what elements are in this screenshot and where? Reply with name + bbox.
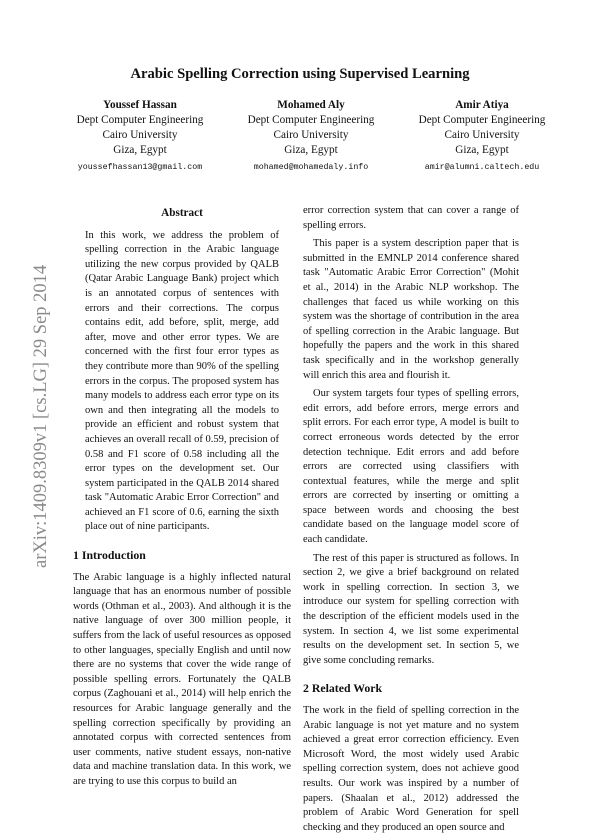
author-location: Giza, Egypt xyxy=(284,144,338,156)
section-heading-related-work: 2 Related Work xyxy=(303,681,383,696)
author-dept: Dept Computer Engineering xyxy=(76,114,204,126)
author-name: Youssef Hassan xyxy=(103,99,177,111)
author-dept: Dept Computer Engineering xyxy=(247,114,375,126)
intro-paragraph-3: Our system targets four types of spelling errors, edit errors, add before errors, merge errors and split errors. For each error type, A model is built to correct erroneous words detected by the error detection technique. Edit errors and add before errors are corrected using classifiers with contextual features, while the merge and split errors are corrected by inserting or omitting a space between words and choosing the best candidate based on the language model score of each candidate. xyxy=(303,388,519,546)
author-3 xyxy=(402,98,562,175)
intro-paragraph-4: The rest of this paper is structured as follows. In section 2, we give a brief background on related work in spelling correction. In section 3, we introduce our system for spelling correction with the description of the efficient models used in the system. In section 4, we list some experimental results on the development set. In section 5, we give some concluding remarks. xyxy=(303,552,519,666)
author-univ: Cairo University xyxy=(273,129,349,141)
author-name: Mohamed Aly xyxy=(277,99,345,111)
author-1 xyxy=(60,98,220,175)
author-location: Giza, Egypt xyxy=(455,144,509,156)
intro-paragraph-1-continued: error correction system that can cover a range of spelling errors. xyxy=(303,205,519,231)
author-email: youssefhassan13@gmail.com xyxy=(77,163,203,172)
author-2 xyxy=(231,98,391,175)
author-location: Giza, Egypt xyxy=(113,144,167,156)
intro-paragraph-1: The Arabic language is a highly inflected natural language that has an enormous number of possible words (Othman et al., 2003). And although it is the native language of over 300 million people, it suffers from the lack of useful resources as opposed to other languages, specially English and until now there are no systems that cover the wide range of possible spelling errors. Fortunately the QALB corpus (Zaghouani et al., 2014) will help enrich the resources for Arabic language generally and the spelling correction specifically by providing an annotated corpus with corrected sentences from user comments, native student essays, non-native data and machine translation data. In this work, we are trying to use this corpus to build an xyxy=(73,571,291,787)
abstract-heading: Abstract xyxy=(161,207,203,219)
arxiv-stamp: arXiv:1409.8309v1 [cs.LG] 29 Sep 2014 xyxy=(30,264,51,568)
right-column xyxy=(303,204,519,835)
paper-title: Arabic Spelling Correction using Supervised Learning xyxy=(130,66,470,82)
related-work-paragraph-1: The work in the field of spelling correction in the Arabic language is not yet mature and no system achieved a great error correction efficiency. Even Microsoft Word, the most widely used Arabic spelling correction system, does not achieve good results. Our work was inspired by a number of papers. (Shaalan et al., 2012) addressed the problem of Arabic Word Generation for spell checking and they produced an open source and xyxy=(303,705,519,833)
abstract-text: In this work, we address the problem of spelling correction in the Arabic language utilizing the new corpus provided by QALB (Qatar Arabic Language Bank) project which is an annotated corpus of sentences with errors and their corrections. The corpus contains edit, add before, split, merge, add after, move and other error types. We are concerned with the first four error types as they contribute more than 90% of the spelling errors in the corpus. The proposed system has many models to address each error type on its own and then integrating all the models to provide an efficient and robust system that achieves an overall recall of 0.59, precision of 0.58 and F1 score of 0.58 including all the error types on the development set. Our system participated in the QALB 2014 shared task "Automatic Arabic Error Correction" and achieved an F1 score of 0.6, earning the sixth place out of nine participants. xyxy=(85,229,279,533)
section-heading-introduction: 1 Introduction xyxy=(73,548,146,563)
author-univ: Cairo University xyxy=(444,129,520,141)
author-univ: Cairo University xyxy=(102,129,178,141)
author-email: amir@alumni.caltech.edu xyxy=(424,163,540,172)
author-block xyxy=(60,98,562,175)
author-email: mohamed@mohamedaly.info xyxy=(253,163,369,172)
left-column xyxy=(73,206,291,790)
author-name: Amir Atiya xyxy=(455,99,509,111)
author-dept: Dept Computer Engineering xyxy=(418,114,546,126)
intro-paragraph-2: This paper is a system description paper that is submitted in the EMNLP 2014 conference shared task "Automatic Arabic Error Correction" (Mohit et al., 2014) in the Arabic NLP workshop. The challenges that faced us while working on this system was the shortage of contribution in the area of spelling correction in the Arabic language. But hopefully the papers and the work in this shared task specifically and in the workshop generally will enrich this area and flourish it. xyxy=(303,238,519,381)
